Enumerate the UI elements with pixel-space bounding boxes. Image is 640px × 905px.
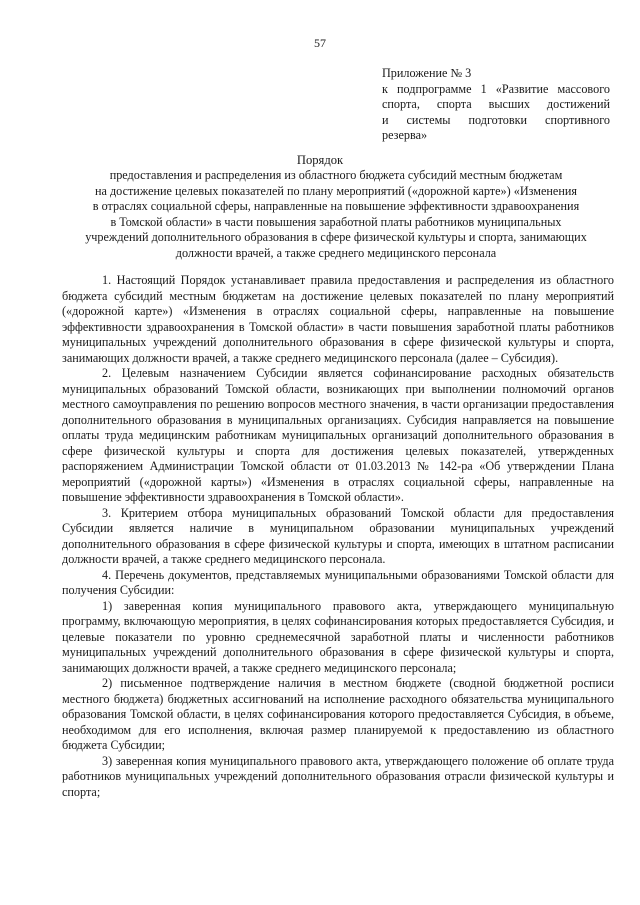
- document-title: Порядок: [296, 153, 344, 167]
- appendix-block: [382, 66, 610, 144]
- subtitle-line: на достижение целевых показателей по плану мероприятий («дорожной карте») «Изменения: [95, 183, 577, 198]
- document-subtitle: [52, 168, 620, 261]
- appendix-line: к подпрограмме 1 «Развитие массового: [382, 81, 610, 96]
- subtitle-line: должности врачей, а также среднего медицинского персонала: [175, 245, 497, 260]
- appendix-line: Приложение № 3: [382, 66, 472, 80]
- page-number: 57: [314, 36, 326, 50]
- appendix-line: резерва»: [382, 128, 428, 142]
- paragraph-4: 4. Перечень документов, представляемых муниципальными образованиями Томской области для получения Субсидии:: [62, 567, 614, 597]
- list-item-1: 1) заверенная копия муниципального правового акта, утверждающего муниципальную программу, включающую мероприятия, в целях софинансирования которых предоставляется Субсидия, и целевые показатели по уровню среднемесячной заработной платы и численности работников муниципальных учреждений дополнительного образования в сфере физической культуры и спорта, занимающих должности врачей, а также среднего медицинского персонала;: [62, 598, 614, 675]
- subtitle-line: в отраслях социальной сферы, направленные на повышение эффективности здравоохранения: [92, 199, 580, 213]
- appendix-line: спорта, спорта высших достижений: [382, 97, 610, 111]
- list-item-3: 3) заверенная копия муниципального правового акта, утверждающего положение об оплате труда работников муниципальных учреждений дополнительного образования отрасли физической культуры и спорта;: [62, 753, 614, 799]
- subtitle-line: учреждений дополнительного образования в сфере физической культуры и спорта, занимающих: [85, 230, 587, 244]
- document-body: [62, 273, 614, 800]
- paragraph-1: 1. Настоящий Порядок устанавливает правила предоставления и распределения из областного бюджета субсидий местным бюджетам на достижение целевых показателей по плану мероприятий («дорожной карте») «Изменения в отраслях социальной сферы, направленные на повышение эффективности здравоохранения в Томской области» в части повышения заработной платы работников муниципальных учреждений дополнительного образования в сфере физической культуры и спорта, занимающих должности врачей, а также среднего медицинского персонала (далее – Субсидия).: [62, 273, 614, 365]
- paragraph-3: 3. Критерием отбора муниципальных образований Томской области для предоставления Субсидии является наличие в муниципальном образовании муниципальных учреждений дополнительного образования в сфере физической культуры и спорта, имеющих в штатном расписании должности врачей, а также среднего медицинского персонала.: [62, 505, 614, 566]
- list-item-2: 2) письменное подтверждение наличия в местном бюджете (сводной бюджетной росписи местного бюджета) бюджетных ассигнований на исполнение расходного обязательства муниципального образования Томской области, в целях софинансирования которого предоставляется Субсидия, в объеме, необходимом для его исполнения, включая размер планируемой к предоставлению из областного бюджета Субсидии;: [62, 676, 614, 752]
- subtitle-line: предоставления и распределения из областного бюджета субсидий местным бюджетам: [109, 168, 563, 182]
- paragraph-2: 2. Целевым назначением Субсидии является софинансирование расходных обязательств муниципальных образований Томской области, возникающих при выполнении полномочий органов местного самоуправления по решению вопросов местного значения, в части организации предоставления дополнительного образования в муниципальных организациях. Субсидия направляется на повышение оплаты труда медицинским работникам муниципальных организаций дополнительного образования в сфере физической культуры и спорта для достижения целевых показателей, утвержденных распоряжением Администрации Томской области от 01.03.2013 № 142-ра «Об утверждении Плана мероприятий («дорожной карты») «Изменения в отраслях социальной сферы, направленные на повышение эффективности здравоохранения в Томской области».: [62, 366, 614, 504]
- appendix-line: и системы подготовки спортивного: [382, 112, 610, 127]
- subtitle-line: в Томской области» в части повышения заработной платы работников муниципальных: [110, 214, 562, 229]
